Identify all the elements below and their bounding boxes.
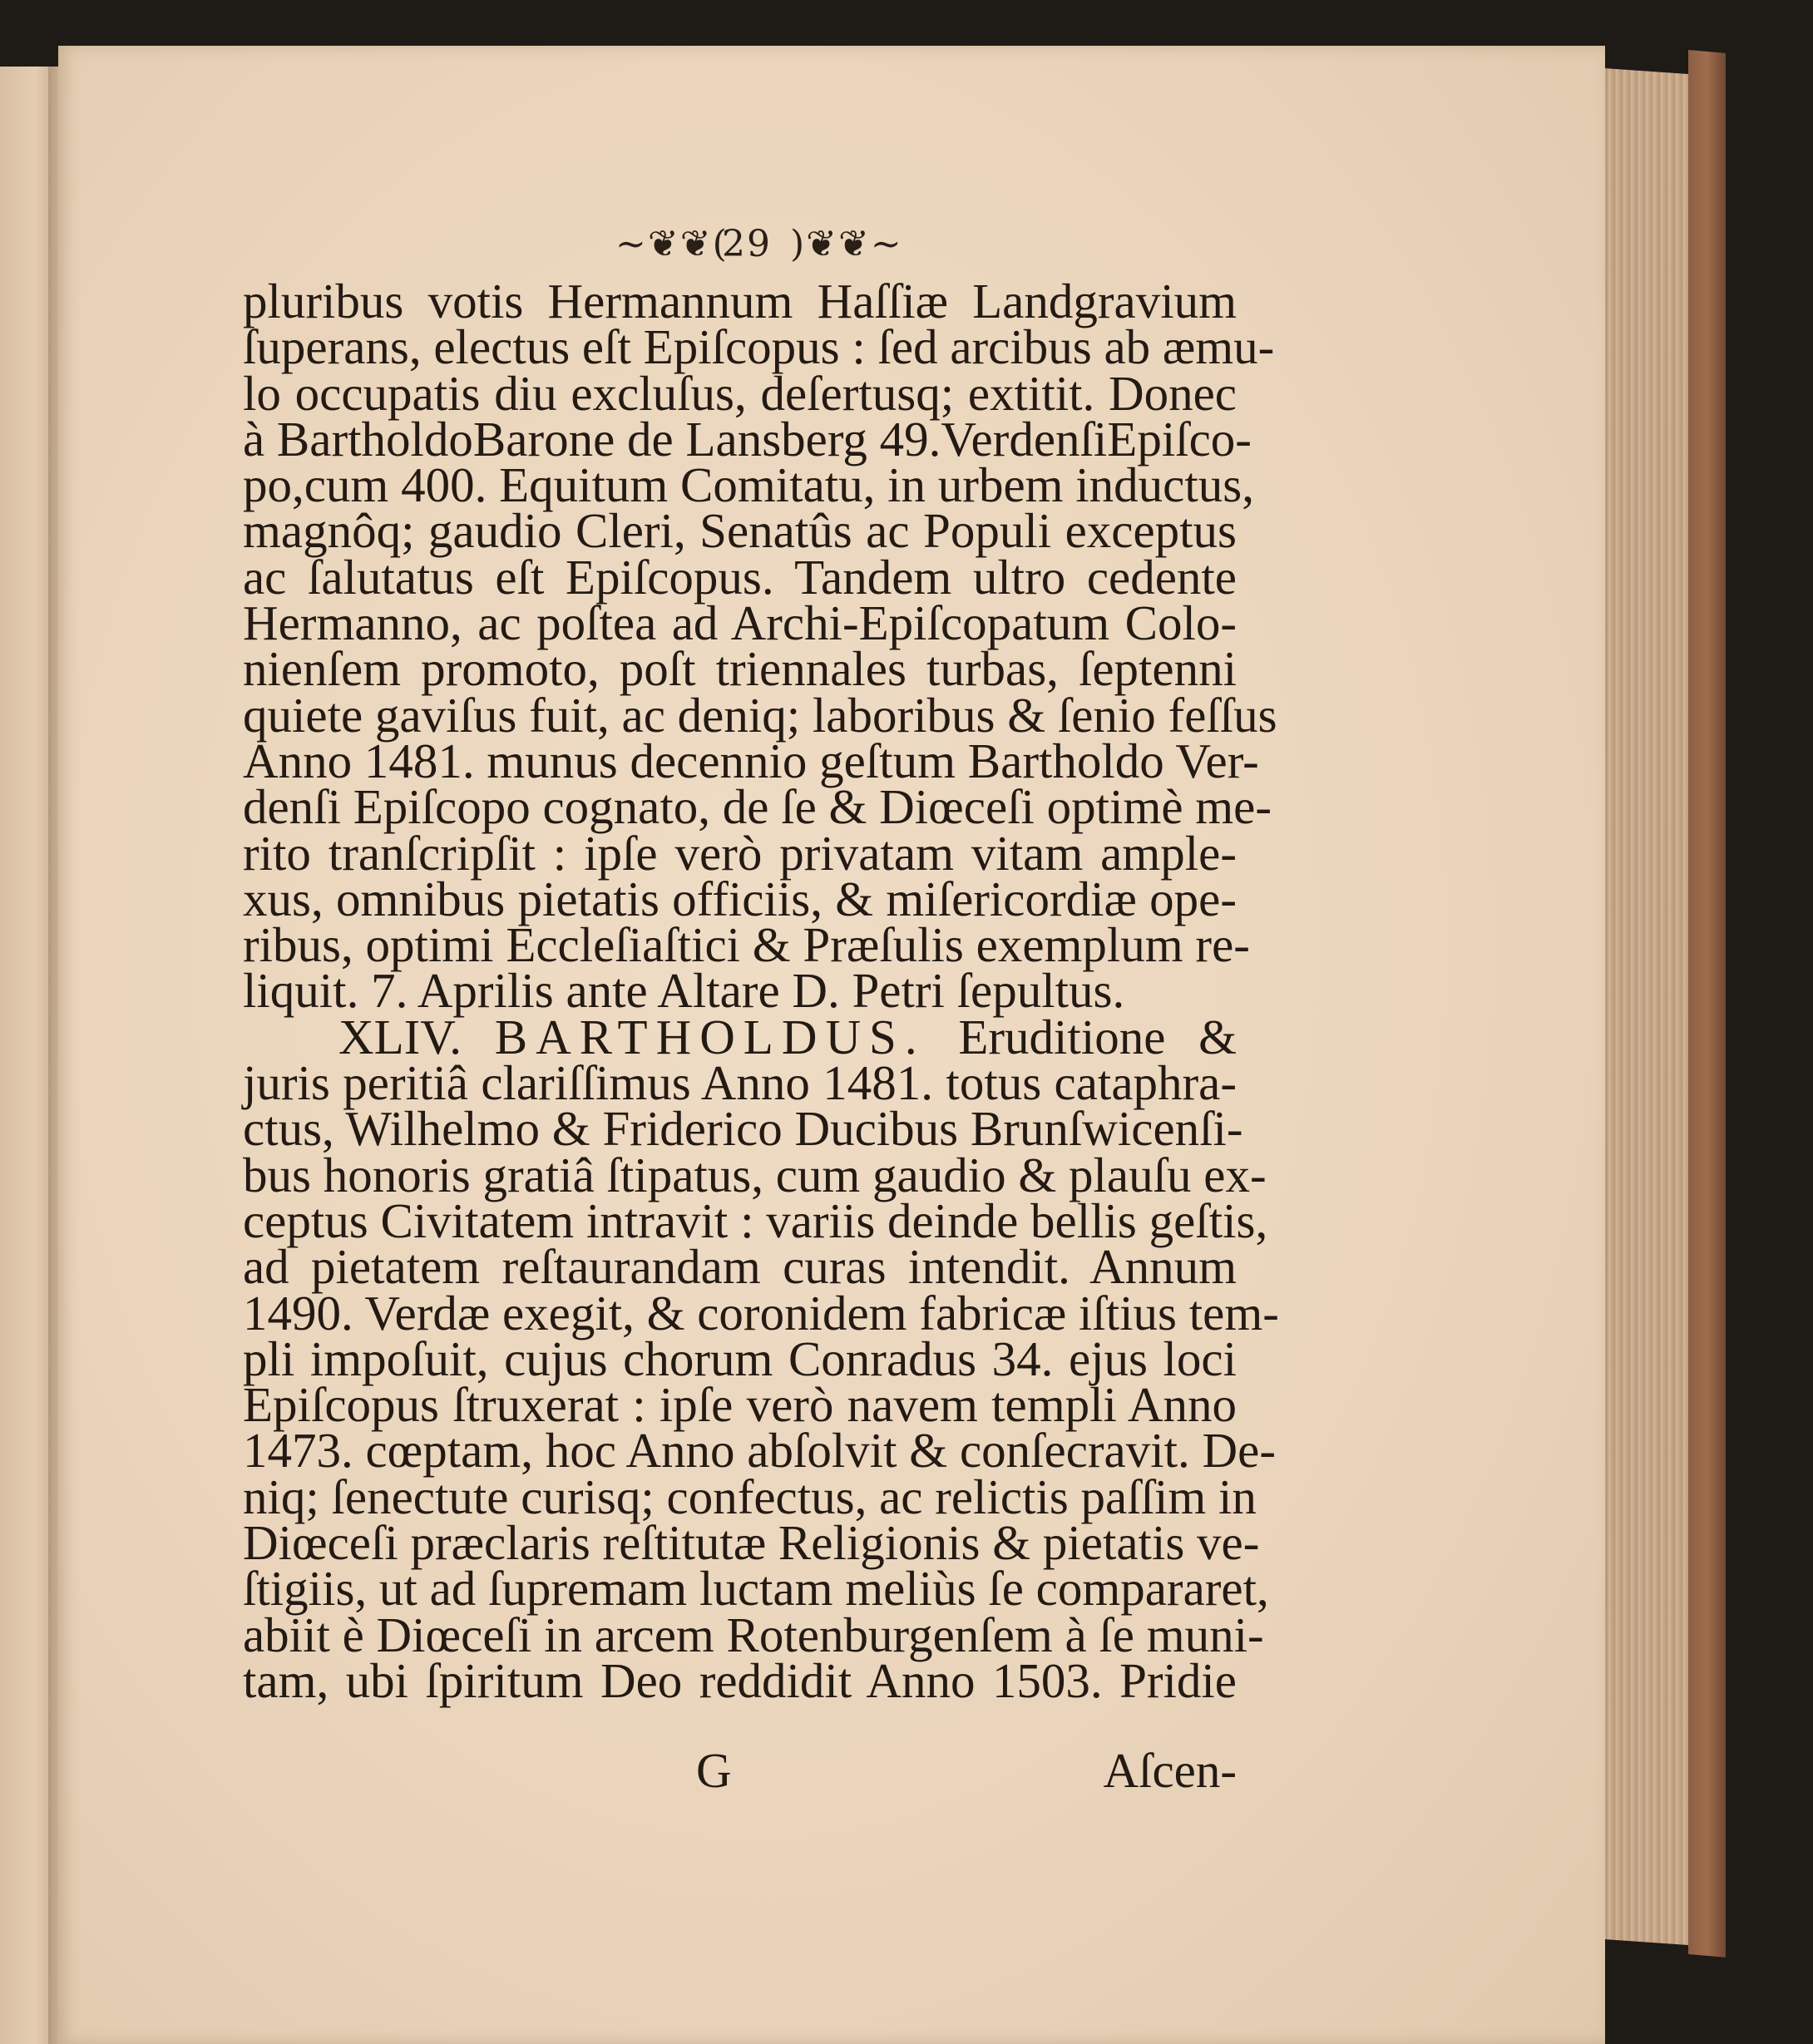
bishop-name: BARTHOLDUS.	[494, 1009, 926, 1064]
text-line: pluribus votis Hermannum Haſſiæ Landgravium	[243, 274, 1237, 328]
text-line: xus, omnibus pietatis officiis, & miſericordiæ ope-	[243, 871, 1237, 926]
text-line: rito tranſcripſit : ipſe verò privatam vitam ample-	[243, 825, 1237, 881]
text-line: liquit. 7. Aprilis ante Altare D. Petri ſepultus.	[243, 963, 1125, 1019]
text-line: denſi Epiſcopo cognato, de ſe & Diœceſi optimè me-	[243, 779, 1272, 835]
text-line: ſtigiis, ut ad ſupremam luctam meliùs ſe compararet,	[243, 1561, 1269, 1617]
text-line: lo occupatis diu excluſus, deſertusq; extitit. Donec	[243, 365, 1237, 421]
text-line: Hermanno, ac poſtea ad Archi-Epiſcopatum Colo-	[243, 595, 1237, 651]
text-line: à BartholdoBarone de Lansberg 49.VerdenſiEpiſco-	[243, 411, 1252, 467]
body-text	[243, 274, 1279, 1708]
section-heading	[243, 1009, 1237, 1064]
text-line: juris peritiâ clariſſimus Anno 1481. totus cataphra-	[243, 1055, 1237, 1111]
catchword: Aſcen-	[1103, 1743, 1237, 1798]
ornament-left: ~❦❦(	[615, 223, 729, 265]
text-line: ſuperans, electus eſt Epiſcopus : ſed arcibus ab æmu-	[243, 319, 1275, 375]
signature-mark: G	[696, 1743, 732, 1798]
text-line: bus honoris gratiâ ſtipatus, cum gaudio & plauſu ex-	[243, 1147, 1267, 1202]
text-line: 1490. Verdæ exegit, & coronidem fabricæ iſtius tem-	[243, 1285, 1279, 1340]
text-line: quiete gaviſus fuit, ac deniq; laboribus & ſenio feſſus	[243, 687, 1277, 743]
text-line: pli impoſuit, cujus chorum Conradus 34. ejus loci	[243, 1331, 1237, 1386]
book-cover-edge	[1688, 50, 1726, 1958]
text-line: nienſem promoto, poſt triennales turbas, ſeptenni	[243, 641, 1237, 697]
section-numeral: XLIV.	[338, 1009, 462, 1064]
section-heading-rest: Eruditione &	[958, 1009, 1237, 1064]
text-line: ad pietatem reſtaurandam curas intendit. Annum	[243, 1239, 1237, 1295]
text-line: abiit è Diœceſi in arcem Rotenburgenſem à ſe muni-	[243, 1607, 1264, 1662]
text-line: magnôq; gaudio Cleri, Senatûs ac Populi exceptus	[243, 503, 1237, 559]
ornament-right: )❦❦~	[790, 223, 903, 265]
text-line: Epiſcopus ſtruxerat : ipſe verò navem templi Anno	[243, 1377, 1237, 1433]
text-line: po,cum 400. Equitum Comitatu, in urbem inductus,	[243, 457, 1254, 513]
text-line: ceptus Civitatem intravit : variis deinde bellis geſtis,	[243, 1192, 1268, 1248]
page-number: 29	[722, 223, 772, 265]
text-line: niq; ſenectute curisq; confectus, ac relictis paſſim in	[243, 1469, 1257, 1524]
text-line: Anno 1481. munus decennio geſtum Bartholdo Ver-	[243, 733, 1259, 788]
text-line: ac ſalutatus eſt Epiſcopus. Tandem ultro cedente	[243, 549, 1237, 605]
text-line: ribus, optimi Eccleſiaſtici & Præſulis exemplum re-	[243, 917, 1250, 973]
text-line: 1473. cœptam, hoc Anno abſolvit & conſecravit. De-	[243, 1423, 1276, 1479]
text-line: ctus, Wilhelmo & Friderico Ducibus Brunſwicenſi-	[243, 1101, 1243, 1157]
text-line: tam, ubi ſpiritum Deo reddidit Anno 1503. Pridie	[243, 1652, 1237, 1708]
text-line: Diœceſi præclaris reſtitutæ Religionis & pietatis ve-	[243, 1515, 1260, 1571]
